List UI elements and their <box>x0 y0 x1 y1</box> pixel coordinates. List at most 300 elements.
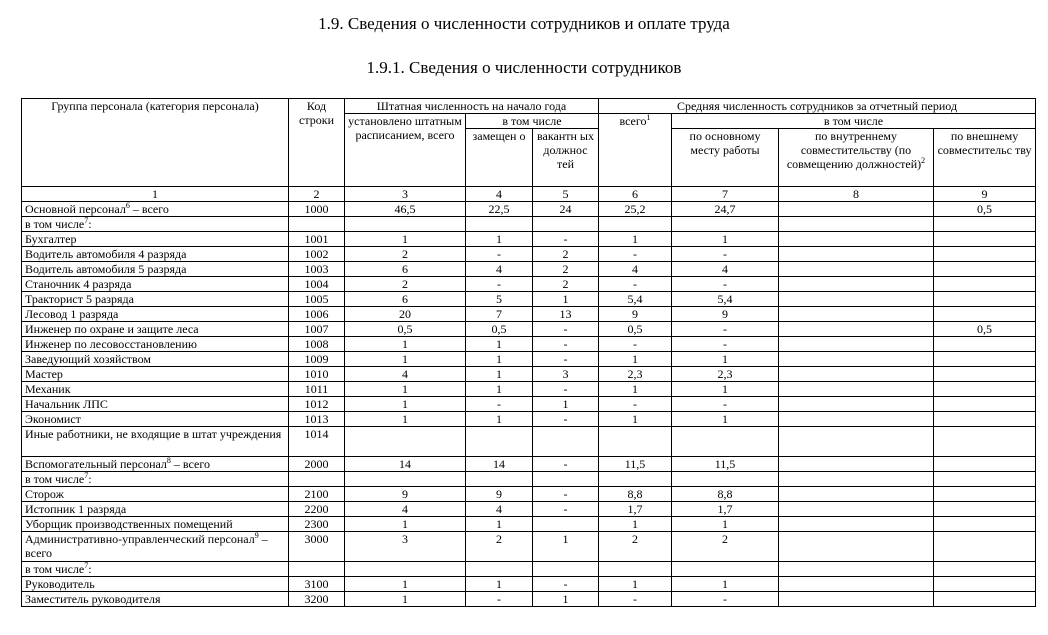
cell-c3 <box>345 562 466 577</box>
cell-c7 <box>672 427 779 457</box>
table-row <box>22 472 1036 487</box>
cell-c7: - <box>672 397 779 412</box>
cell-c8 <box>779 502 934 517</box>
table-row <box>22 532 1036 562</box>
cell-c6: 1,7 <box>599 502 672 517</box>
header-external: по внешнему совместительс тву <box>934 129 1036 187</box>
cell-c5 <box>533 517 599 532</box>
row-name: Станочник 4 разряда <box>25 277 132 291</box>
cell-c7: - <box>672 247 779 262</box>
row-name-cell <box>22 277 289 292</box>
cell-c3 <box>345 472 466 487</box>
cell-c4: 1 <box>466 337 533 352</box>
cell-c8 <box>779 592 934 607</box>
cell-c4: 1 <box>466 577 533 592</box>
cell-c6 <box>599 217 672 232</box>
cell-c4: - <box>466 277 533 292</box>
row-code: 1004 <box>289 277 345 292</box>
row-name-cell <box>22 232 289 247</box>
row-name: Административно-управленческий персонал <box>25 532 255 546</box>
cell-c8 <box>779 292 934 307</box>
row-code: 2200 <box>289 502 345 517</box>
header-internal-text: по внутреннему совместительству (по совмещению должностей) <box>786 129 922 171</box>
cell-c3: 1 <box>345 517 466 532</box>
col-number: 1 <box>22 187 289 202</box>
cell-c5: 24 <box>533 202 599 217</box>
cell-c3: 1 <box>345 337 466 352</box>
row-name-cell <box>22 397 289 412</box>
row-name: Истопник 1 разряда <box>25 502 127 516</box>
row-code: 1000 <box>289 202 345 217</box>
cell-c8 <box>779 472 934 487</box>
table-row <box>22 262 1036 277</box>
cell-c4: 0,5 <box>466 322 533 337</box>
cell-c3: 3 <box>345 532 466 562</box>
cell-c7 <box>672 472 779 487</box>
row-code: 1012 <box>289 397 345 412</box>
row-name-cell <box>22 577 289 592</box>
row-name-cell <box>22 352 289 367</box>
row-code: 1011 <box>289 382 345 397</box>
cell-c5: - <box>533 412 599 427</box>
cell-c9 <box>934 217 1036 232</box>
cell-c3: 14 <box>345 457 466 472</box>
row-name-suffix: – всего <box>25 532 268 560</box>
cell-c3 <box>345 217 466 232</box>
header-established: установлено штатным расписанием, всего <box>345 114 466 187</box>
cell-c9 <box>934 487 1036 502</box>
cell-c3: 9 <box>345 487 466 502</box>
row-name: Водитель автомобиля 5 разряда <box>25 262 187 276</box>
cell-c5 <box>533 562 599 577</box>
cell-c7: - <box>672 337 779 352</box>
cell-c9 <box>934 457 1036 472</box>
row-name: Руководитель <box>25 577 95 591</box>
header-staff-start: Штатная численность на начало года <box>345 99 599 114</box>
header-filled: замещен о <box>466 129 533 187</box>
cell-c5: 13 <box>533 307 599 322</box>
cell-c5 <box>533 427 599 457</box>
cell-c6: 1 <box>599 352 672 367</box>
cell-c3: 1 <box>345 352 466 367</box>
row-name: Иные работники, не входящие в штат учреждения <box>25 427 282 441</box>
header-avg-period: Средняя численность сотрудников за отчетный период <box>599 99 1036 114</box>
row-name-cell <box>22 262 289 277</box>
cell-c7: - <box>672 592 779 607</box>
cell-c9 <box>934 367 1036 382</box>
cell-c9 <box>934 592 1036 607</box>
column-number-row <box>22 187 1036 202</box>
row-code: 1008 <box>289 337 345 352</box>
row-code: 1001 <box>289 232 345 247</box>
cell-c4: - <box>466 592 533 607</box>
cell-c7: 1 <box>672 382 779 397</box>
cell-c3: 0,5 <box>345 322 466 337</box>
row-name-suffix: – всего <box>129 202 169 216</box>
row-code: 1009 <box>289 352 345 367</box>
col-number: 4 <box>466 187 533 202</box>
row-name: в том числе <box>25 472 85 486</box>
cell-c7: 1 <box>672 352 779 367</box>
cell-c8 <box>779 337 934 352</box>
row-name: Вспомогательный персонал <box>25 457 167 471</box>
cell-c6: 25,2 <box>599 202 672 217</box>
table-row <box>22 337 1036 352</box>
cell-c6: - <box>599 277 672 292</box>
cell-c4 <box>466 217 533 232</box>
row-code: 1005 <box>289 292 345 307</box>
row-name: в том числе <box>25 562 85 576</box>
row-code: 1014 <box>289 427 345 457</box>
cell-c7: 9 <box>672 307 779 322</box>
cell-c7: 1 <box>672 412 779 427</box>
cell-c7: - <box>672 322 779 337</box>
cell-c8 <box>779 577 934 592</box>
cell-c4: 9 <box>466 487 533 502</box>
col-number: 3 <box>345 187 466 202</box>
table-row <box>22 307 1036 322</box>
row-name-suffix: : <box>88 562 92 576</box>
row-name: Уборщик производственных помещений <box>25 517 233 531</box>
cell-c8 <box>779 217 934 232</box>
cell-c3: 4 <box>345 367 466 382</box>
row-code: 2100 <box>289 487 345 502</box>
footnote-ref: 9 <box>254 531 259 540</box>
cell-c9 <box>934 517 1036 532</box>
cell-c5: - <box>533 322 599 337</box>
cell-c5: 1 <box>533 292 599 307</box>
row-name: Основной персонал <box>25 202 126 216</box>
cell-c4: 1 <box>466 517 533 532</box>
row-name-cell <box>22 562 289 577</box>
row-code: 2300 <box>289 517 345 532</box>
cell-c5: - <box>533 337 599 352</box>
table-row <box>22 232 1036 247</box>
cell-c8 <box>779 562 934 577</box>
cell-c6: 2 <box>599 532 672 562</box>
cell-c5: - <box>533 502 599 517</box>
row-code: 1010 <box>289 367 345 382</box>
cell-c4: 5 <box>466 292 533 307</box>
cell-c8 <box>779 412 934 427</box>
cell-c9 <box>934 472 1036 487</box>
cell-c4: 2 <box>466 532 533 562</box>
cell-c9 <box>934 427 1036 457</box>
cell-c6: 1 <box>599 382 672 397</box>
cell-c5: 1 <box>533 532 599 562</box>
cell-c9 <box>934 352 1036 367</box>
cell-c3: 1 <box>345 397 466 412</box>
row-name-cell <box>22 427 289 457</box>
cell-c9 <box>934 232 1036 247</box>
cell-c9: 0,5 <box>934 202 1036 217</box>
cell-c9 <box>934 337 1036 352</box>
row-name-cell <box>22 532 289 562</box>
cell-c9 <box>934 292 1036 307</box>
cell-c8 <box>779 517 934 532</box>
table-row <box>22 247 1036 262</box>
cell-c9: 0,5 <box>934 322 1036 337</box>
row-code: 1013 <box>289 412 345 427</box>
row-code <box>289 562 345 577</box>
cell-c3: 1 <box>345 592 466 607</box>
cell-c9 <box>934 262 1036 277</box>
col-number: 7 <box>672 187 779 202</box>
col-number: 6 <box>599 187 672 202</box>
cell-c3: 1 <box>345 412 466 427</box>
cell-c8 <box>779 202 934 217</box>
cell-c5: - <box>533 457 599 472</box>
row-name-cell <box>22 292 289 307</box>
cell-c6: 0,5 <box>599 322 672 337</box>
cell-c5: 1 <box>533 397 599 412</box>
cell-c7: 5,4 <box>672 292 779 307</box>
cell-c7: 11,5 <box>672 457 779 472</box>
row-name-cell <box>22 487 289 502</box>
header-code: Код строки <box>289 99 345 187</box>
cell-c9 <box>934 562 1036 577</box>
col-number: 2 <box>289 187 345 202</box>
cell-c4: - <box>466 397 533 412</box>
cell-c4: 22,5 <box>466 202 533 217</box>
row-name: Бухгалтер <box>25 232 77 246</box>
cell-c8 <box>779 382 934 397</box>
cell-c4: 14 <box>466 457 533 472</box>
table-row <box>22 397 1036 412</box>
cell-c9 <box>934 502 1036 517</box>
table-row <box>22 517 1036 532</box>
cell-c8 <box>779 352 934 367</box>
row-name-suffix: : <box>88 217 92 231</box>
cell-c7 <box>672 562 779 577</box>
row-name-cell <box>22 367 289 382</box>
cell-c6: 1 <box>599 577 672 592</box>
cell-c6: 2,3 <box>599 367 672 382</box>
cell-c3: 6 <box>345 262 466 277</box>
cell-c6: 1 <box>599 412 672 427</box>
row-name: Инженер по охране и защите леса <box>25 322 199 336</box>
cell-c3: 46,5 <box>345 202 466 217</box>
cell-c4 <box>466 427 533 457</box>
cell-c5 <box>533 217 599 232</box>
cell-c8 <box>779 262 934 277</box>
footnote-ref: 7 <box>84 471 89 480</box>
table-row <box>22 457 1036 472</box>
row-code: 1006 <box>289 307 345 322</box>
cell-c7: - <box>672 277 779 292</box>
cell-c5: 1 <box>533 592 599 607</box>
row-name-cell <box>22 517 289 532</box>
cell-c5: - <box>533 382 599 397</box>
table-row <box>22 382 1036 397</box>
table-row <box>22 322 1036 337</box>
table-row <box>22 562 1036 577</box>
row-code: 2000 <box>289 457 345 472</box>
cell-c5: 3 <box>533 367 599 382</box>
cell-c7: 1,7 <box>672 502 779 517</box>
cell-c4 <box>466 472 533 487</box>
cell-c3: 1 <box>345 577 466 592</box>
row-code: 3200 <box>289 592 345 607</box>
cell-c7: 1 <box>672 232 779 247</box>
cell-c3: 1 <box>345 232 466 247</box>
cell-c5: - <box>533 487 599 502</box>
cell-c6: - <box>599 397 672 412</box>
cell-c3: 2 <box>345 277 466 292</box>
table-row <box>22 292 1036 307</box>
header-row-1 <box>22 99 1036 114</box>
cell-c7: 24,7 <box>672 202 779 217</box>
cell-c7: 2,3 <box>672 367 779 382</box>
cell-c8 <box>779 322 934 337</box>
row-name-cell <box>22 472 289 487</box>
cell-c4 <box>466 562 533 577</box>
cell-c6 <box>599 562 672 577</box>
cell-c5: 2 <box>533 277 599 292</box>
header-total-footnote: 1 <box>646 113 651 122</box>
cell-c9 <box>934 277 1036 292</box>
row-code: 3000 <box>289 532 345 562</box>
cell-c5 <box>533 472 599 487</box>
subsection-title: 1.9.1. Сведения о численности сотрудников <box>366 58 682 77</box>
row-name: Механик <box>25 382 71 396</box>
cell-c7: 1 <box>672 577 779 592</box>
cell-c4: 1 <box>466 412 533 427</box>
cell-c6 <box>599 427 672 457</box>
row-name: Водитель автомобиля 4 разряда <box>25 247 187 261</box>
cell-c6: 11,5 <box>599 457 672 472</box>
cell-c5: - <box>533 352 599 367</box>
row-name-cell <box>22 457 289 472</box>
cell-c9 <box>934 577 1036 592</box>
row-name: Заведующий хозяйством <box>25 352 151 366</box>
cell-c3: 6 <box>345 292 466 307</box>
cell-c6: 4 <box>599 262 672 277</box>
row-name-cell <box>22 217 289 232</box>
cell-c4: 4 <box>466 502 533 517</box>
row-name: Тракторист 5 разряда <box>25 292 134 306</box>
row-code: 1007 <box>289 322 345 337</box>
row-name-cell <box>22 502 289 517</box>
cell-c5: 2 <box>533 247 599 262</box>
cell-c5: - <box>533 232 599 247</box>
header-group: Группа персонала (категория персонала) <box>22 99 289 187</box>
header-total <box>599 114 672 187</box>
row-name: Инженер по лесовосстановлению <box>25 337 197 351</box>
cell-c6: 8,8 <box>599 487 672 502</box>
cell-c4: 1 <box>466 352 533 367</box>
cell-c4: 7 <box>466 307 533 322</box>
cell-c6: 5,4 <box>599 292 672 307</box>
cell-c6 <box>599 472 672 487</box>
row-name-cell <box>22 592 289 607</box>
table-row <box>22 412 1036 427</box>
row-name: Заместитель руководителя <box>25 592 161 606</box>
cell-c6: - <box>599 337 672 352</box>
cell-c3: 1 <box>345 382 466 397</box>
row-name-cell <box>22 322 289 337</box>
cell-c6: 1 <box>599 517 672 532</box>
row-name: в том числе <box>25 217 85 231</box>
staff-count-table <box>21 98 1036 607</box>
cell-c8 <box>779 427 934 457</box>
col-number: 8 <box>779 187 934 202</box>
cell-c3 <box>345 427 466 457</box>
footnote-ref: 7 <box>84 216 89 225</box>
table-row <box>22 217 1036 232</box>
cell-c7: 1 <box>672 517 779 532</box>
row-name: Сторож <box>25 487 64 501</box>
table-row <box>22 427 1036 457</box>
header-vacant: вакантн ых должнос тей <box>533 129 599 187</box>
cell-c5: 2 <box>533 262 599 277</box>
footnote-ref: 6 <box>125 201 130 210</box>
row-name-cell <box>22 202 289 217</box>
col-number: 5 <box>533 187 599 202</box>
cell-c9 <box>934 532 1036 562</box>
footnote-ref: 7 <box>84 561 89 570</box>
footnote-ref: 8 <box>166 456 171 465</box>
row-name: Экономист <box>25 412 81 426</box>
table-row <box>22 592 1036 607</box>
section-title: 1.9. Сведения о численности сотрудников и оплате труда <box>318 14 730 33</box>
header-in-that-2: в том числе <box>672 114 1036 129</box>
cell-c7: 2 <box>672 532 779 562</box>
row-name-cell <box>22 412 289 427</box>
cell-c8 <box>779 487 934 502</box>
row-code <box>289 472 345 487</box>
cell-c7: 4 <box>672 262 779 277</box>
header-main-place: по основному месту работы <box>672 129 779 187</box>
cell-c8 <box>779 247 934 262</box>
cell-c4: 1 <box>466 382 533 397</box>
cell-c5: - <box>533 577 599 592</box>
header-internal-footnote: 2 <box>921 156 926 165</box>
cell-c8 <box>779 457 934 472</box>
table-row <box>22 502 1036 517</box>
cell-c6: - <box>599 247 672 262</box>
row-name-cell <box>22 382 289 397</box>
cell-c6: 1 <box>599 232 672 247</box>
cell-c8 <box>779 277 934 292</box>
cell-c3: 4 <box>345 502 466 517</box>
cell-c9 <box>934 382 1036 397</box>
row-name: Мастер <box>25 367 63 381</box>
table-row <box>22 202 1036 217</box>
cell-c8 <box>779 367 934 382</box>
header-in-that-1: в том числе <box>466 114 599 129</box>
cell-c3: 2 <box>345 247 466 262</box>
cell-c6: 9 <box>599 307 672 322</box>
cell-c8 <box>779 532 934 562</box>
header-internal <box>779 129 934 187</box>
cell-c6: - <box>599 592 672 607</box>
cell-c8 <box>779 232 934 247</box>
cell-c4: 4 <box>466 262 533 277</box>
cell-c3: 20 <box>345 307 466 322</box>
table-row <box>22 577 1036 592</box>
cell-c4: 1 <box>466 232 533 247</box>
row-name: Лесовод 1 разряда <box>25 307 119 321</box>
row-code: 1003 <box>289 262 345 277</box>
table-row <box>22 487 1036 502</box>
row-code <box>289 217 345 232</box>
cell-c4: - <box>466 247 533 262</box>
row-name-suffix: – всего <box>170 457 210 471</box>
row-name-cell <box>22 337 289 352</box>
cell-c9 <box>934 307 1036 322</box>
cell-c4: 1 <box>466 367 533 382</box>
